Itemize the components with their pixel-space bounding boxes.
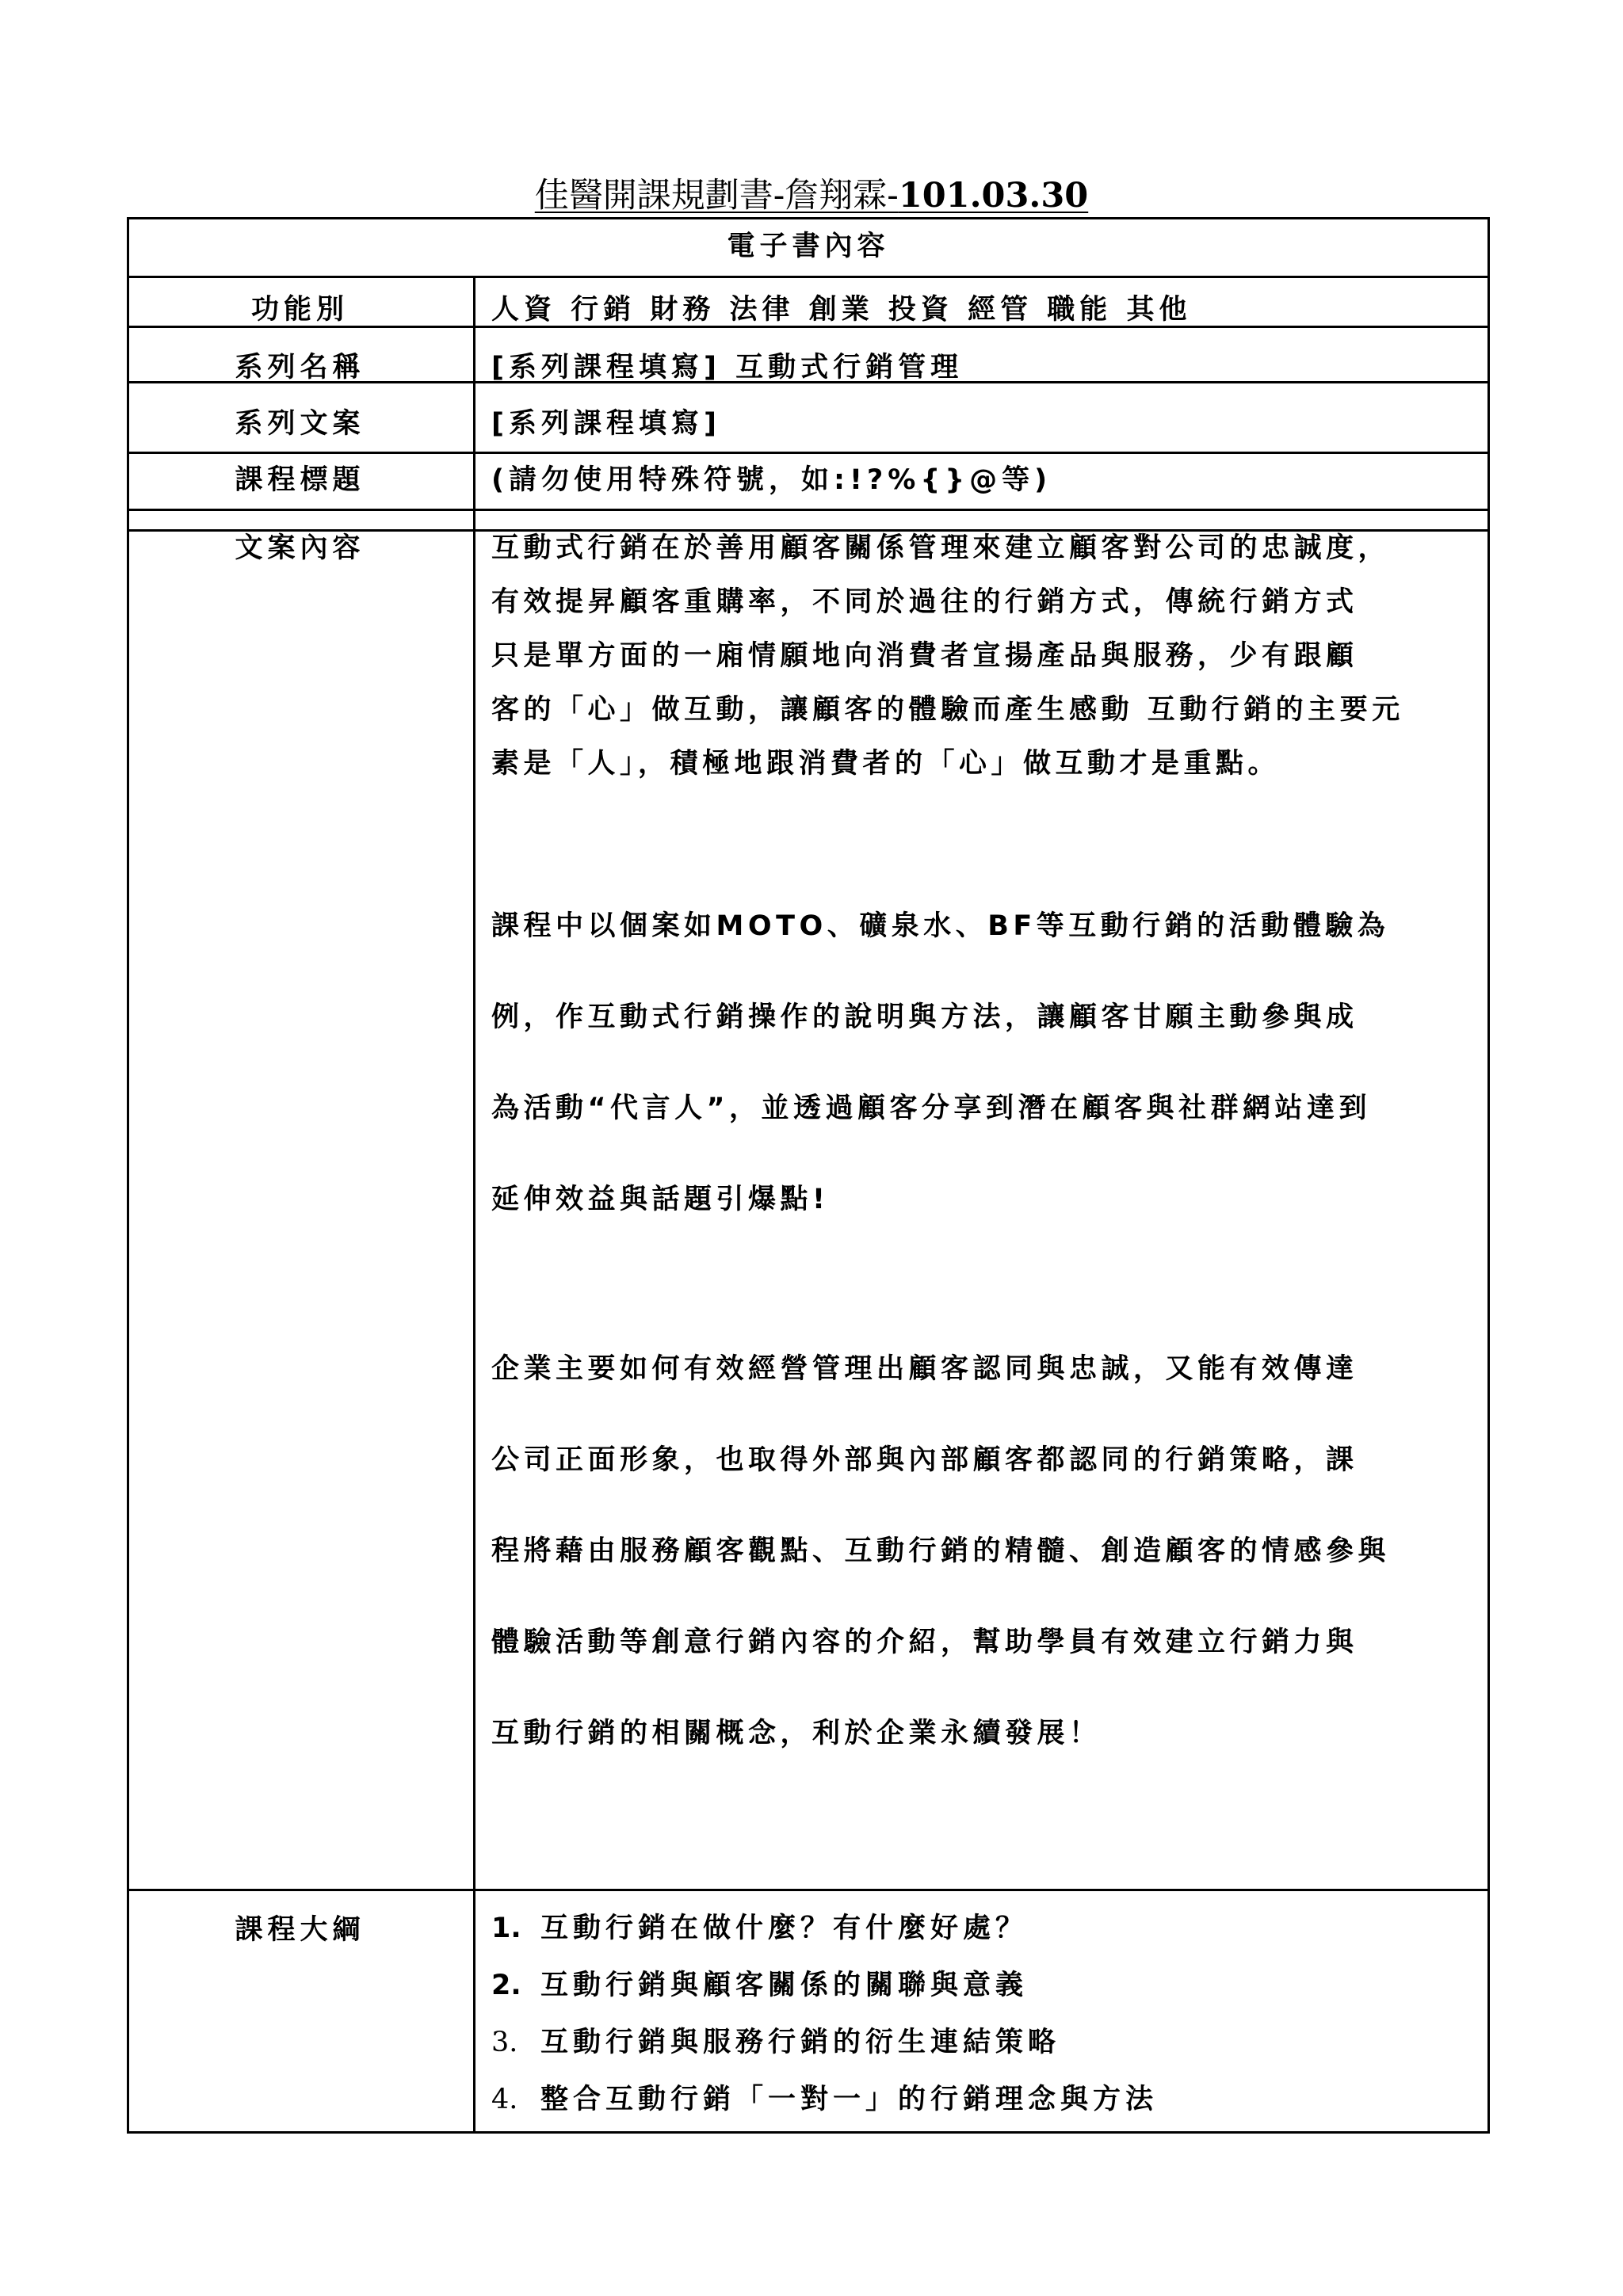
copy-line: 素是「人」，積極地跟消費者的「心」做互動才是重點。 — [491, 748, 1281, 780]
copy-line: 為活動“代言人”，並透過顧客分享到潛在顧客與社群網站達到 — [491, 1093, 1372, 1124]
table-border-left — [127, 217, 129, 2134]
row-label-course-title: 課程標題 — [235, 464, 365, 496]
copy-line: 例，作互動式行銷操作的說明與方法，讓顧客甘願主動參與成 — [491, 1001, 1358, 1033]
document-title-text: 佳醫開課規劃書-詹翔霖- — [534, 176, 899, 215]
table-rule — [127, 509, 1490, 511]
copy-line: 延伸效益與話題引爆點! — [491, 1184, 830, 1215]
course-outline-list — [491, 1900, 1158, 2128]
list-item-number: 2. — [491, 1970, 521, 2001]
copy-line: 程將藉由服務顧客觀點、互動行銷的精髓、創造顧客的情感參與 — [491, 1535, 1391, 1567]
copy-paragraph-1 — [491, 521, 1482, 791]
table-rule — [127, 276, 1490, 278]
table-rule — [127, 452, 1490, 454]
list-item-text: 互動行銷與顧客關係的關聯與意義 — [540, 1970, 1029, 2001]
copy-line: 課程中以個案如MOTO、礦泉水、BF等互動行銷的活動體驗為 — [491, 910, 1390, 942]
list-item-number: 3. — [491, 2027, 518, 2058]
table-border-right — [1487, 217, 1490, 2134]
copy-line: 互動式行銷在於善用顧客關係管理來建立顧客對公司的忠誠度， — [491, 532, 1391, 564]
document-title-date: 101.03.30 — [898, 176, 1089, 215]
document-title — [0, 176, 1623, 215]
table-column-divider — [473, 276, 475, 2134]
row-label-series-copy: 系列文案 — [235, 408, 365, 440]
copy-paragraph-3 — [491, 1324, 1482, 1779]
row-label-function: 功能別 — [250, 294, 349, 326]
list-item-text: 互動行銷在做什麼？有什麼好處？ — [540, 1913, 1029, 1944]
copy-paragraph-2 — [491, 881, 1482, 1245]
copy-line: 體驗活動等創意行銷內容的介紹，幫助學員有效建立行銷力與 — [491, 1627, 1358, 1658]
row-label-series-name: 系列名稱 — [235, 352, 365, 383]
list-item-number: 1. — [491, 1913, 521, 1944]
row-value-function: 人資 行銷 財務 法律 創業 投資 經管 職能 其他 — [491, 294, 1192, 326]
copy-line: 公司正面形象，也取得外部與內部顧客都認同的行銷策略，課 — [491, 1444, 1358, 1476]
list-item — [491, 1957, 1158, 2014]
row-label-outline: 課程大綱 — [235, 1914, 365, 1946]
table-border-top — [127, 217, 1490, 219]
table-rule — [127, 1889, 1490, 1891]
list-item-number: 4. — [491, 2084, 518, 2115]
row-value-series-copy: [系列課程填寫] — [491, 408, 721, 440]
copy-line: 互動行銷的相關概念，利於企業永續發展！ — [491, 1718, 1102, 1749]
list-item-text: 整合互動行銷「一對一」的行銷理念與方法 — [540, 2084, 1159, 2115]
list-item — [491, 2071, 1158, 2128]
list-item — [491, 2014, 1158, 2071]
copy-line: 只是單方面的一廂情願地向消費者宣揚產品與服務，少有跟顧 — [491, 640, 1358, 672]
row-label-copy-content: 文案內容 — [235, 532, 365, 564]
copy-line: 有效提昇顧客重購率，不同於過往的行銷方式，傳統行銷方式 — [491, 586, 1358, 618]
course-plan-table — [127, 217, 1490, 2134]
table-border-bottom — [127, 2131, 1490, 2134]
copy-line: 客的「心」做互動，讓顧客的體驗而產生感動 互動行銷的主要元 — [491, 694, 1404, 726]
list-item — [491, 1900, 1158, 1957]
table-header: 電子書內容 — [727, 231, 890, 262]
row-value-course-title: (請勿使用特殊符號，如:!?%{}@等) — [491, 464, 1052, 496]
row-value-series-name: [系列課程填寫] 互動式行銷管理 — [491, 352, 964, 383]
copy-line: 企業主要如何有效經營管理出顧客認同與忠誠，又能有效傳達 — [491, 1353, 1358, 1385]
list-item-text: 互動行銷與服務行銷的衍生連結策略 — [540, 2027, 1061, 2058]
